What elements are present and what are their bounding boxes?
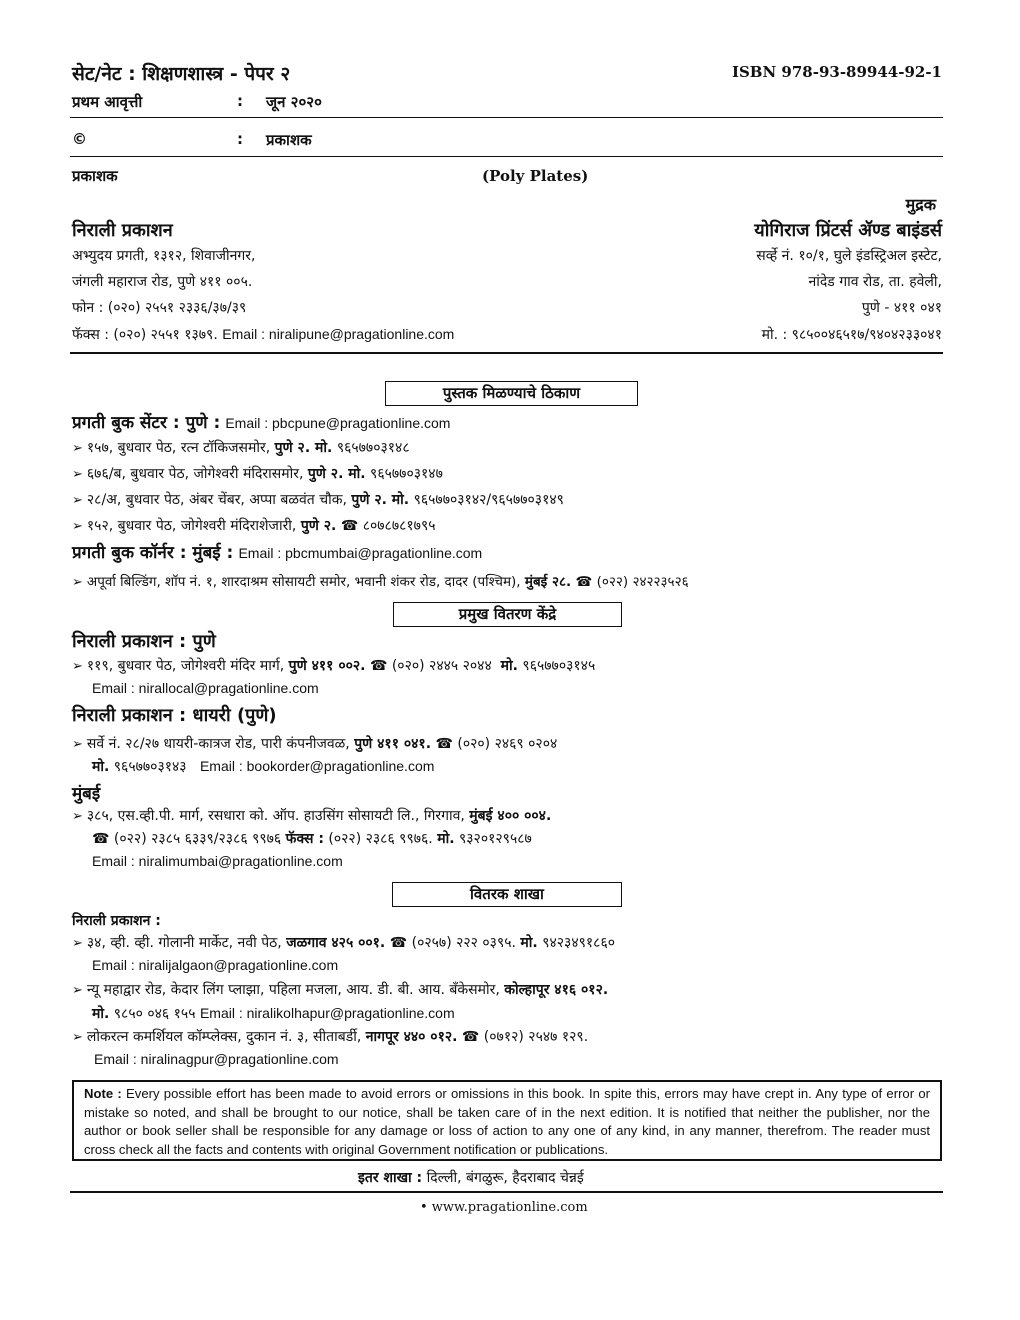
nirali-dhayari-contact: मो. ९६५७७०३१४३ Email : bookorder@pragationline.com (92, 758, 435, 775)
printer-city: पुणे - ४११ ०४१ (861, 300, 942, 316)
note-label: Note : (84, 1086, 122, 1101)
arrow-bullet-icon: ➢ (72, 737, 83, 752)
edition-value: जून २०२० (266, 93, 322, 111)
pbc-pune-email: Email : pbcpune@pragationline.com (225, 415, 451, 431)
disclaimer-note (72, 1080, 942, 1161)
printer-name: योगिराज प्रिंटर्स ॲण्ड बाइंडर्स (754, 220, 942, 241)
printer-address-2: नांदेड गाव रोड, ता. हवेली, (808, 274, 942, 290)
publisher-fax-line (72, 325, 454, 344)
copyright-divider (70, 156, 943, 157)
pbc-pune-item: ➢ ६७६/ब, बुधवार पेठ, जोगेश्वरी मंदिरासमोर, पुणे २. मो. ९६५७७०३१४७ (72, 466, 443, 482)
publisher-divider (70, 352, 943, 354)
nagpur-address: ➢ लोकरत्न कमर्शियल कॉम्प्लेक्स, दुकान नं. ३, सीताबर्डी, नागपूर ४४० ०१२. ☎ (०७१२) २५४७ १२९. (72, 1029, 589, 1045)
printer-mobile: मो. : ९८५००४६५१७/९४०४२३३०४१ (761, 327, 942, 343)
copyright-symbol: © (72, 130, 87, 148)
pbc-mumbai-address: ➢ अपूर्वा बिल्डिंग, शॉप नं. १, शारदाश्रम सोसायटी समोर, भवानी शंकर रोड, दादर (पश्चिम), मुंबई २८. ☎ (०२२) २४२२३५२६ (72, 574, 689, 590)
pbc-mumbai-heading: प्रगती बुक कॉर्नर : मुंबई : (72, 543, 234, 563)
note-text: Every possible effort has been made to avoid errors or omissions in this book. In spite this, errors may have crept in. Any type of error or mistake so noted, and shall be brought to our notice, shall be taken care of in the next edition. It is notified that neither the publisher, nor the author or book seller shall be responsible for any damage or loss of action to any one of any kind, in any manner, therefrom. The reader must cross check all the facts and contents with original Government notification or publications. (84, 1086, 930, 1157)
pbc-pune-item: ➢ २८/अ, बुधवार पेठ, अंबर चेंबर, अप्पा बळवंत चौक, पुणे २. मो. ९६५७७०३१४२/९६५७७०३१४९ (72, 492, 564, 508)
mumbai-email: Email : niralimumbai@pragationline.com (92, 853, 343, 869)
publisher-fax: फॅक्स : (०२०) २५५१ १३७९. (72, 327, 218, 343)
nagpur-email: Email : niralinagpur@pragationline.com (94, 1051, 339, 1067)
mumbai-contact: ☎ (०२२) २३८५ ६३३९/२३८६ ९९७६ फॅक्स : (०२२) २३८६ ९९७६. मो. ९३२०१२९५८७ (92, 831, 532, 847)
nirali-pune-email: Email : nirallocal@pragationline.com (92, 680, 319, 696)
kolhapur-contact: मो. ९८५० ०४६ १५५ Email : niralikolhapur@pragationline.com (92, 1005, 455, 1022)
nirali-pune-heading: निराली प्रकाशन : पुणे (72, 631, 216, 652)
distribution-title: प्रमुख वितरण केंद्रे (393, 602, 622, 627)
branches-heading: निराली प्रकाशन : (72, 913, 161, 929)
nirali-dhayari-heading: निराली प्रकाशन : धायरी (पुणे) (72, 705, 277, 726)
kolhapur-address: ➢ न्यू महाद्वार रोड, केदार लिंग प्लाझा, पहिला मजला, आय. डी. बी. आय. बँकेसमोर, कोल्हापूर ४१६ ०१२. (72, 982, 609, 998)
other-branches: इतर शाखा : दिल्ली, बंगळुरू, हैदराबाद चेन्नई (358, 1170, 584, 1186)
header-divider (70, 117, 943, 118)
jalgaon-email: Email : niralijalgaon@pragationline.com (92, 957, 339, 973)
publisher-address-1: अभ्युदय प्रगती, १३१२, शिवाजीनगर, (72, 248, 256, 264)
printer-address-1: सर्व्हे नं. १०/१, घुले इंडस्ट्रिअल इस्टेट, (756, 248, 942, 264)
edition-colon: : (237, 92, 243, 110)
footer-divider (70, 1191, 943, 1193)
publisher-phone: फोन : (०२०) २५५१ २३३६/३७/३९ (72, 300, 247, 316)
arrow-bullet-icon: ➢ (72, 659, 83, 674)
copyright-value: प्रकाशक (266, 131, 312, 149)
pbc-pune-heading: प्रगती बुक सेंटर : पुणे : (72, 413, 221, 433)
pbc-pune-heading-line (72, 410, 450, 433)
nirali-pune-address: ➢ ११९, बुधवार पेठ, जोगेश्वरी मंदिर मार्ग, पुणे ४११ ००२. ☎ (०२०) २४४५ २०४४ मो. ९६५७७०३१४५ (72, 658, 596, 674)
pbc-mumbai-heading-line (72, 540, 482, 563)
jalgaon-address: ➢ ३४, व्ही. व्ही. गोलानी मार्केट, नवी पेठ, जळगाव ४२५ ००१. ☎ (०२५७) २२२ ०३९५. मो. ९४२३४९१८६० (72, 935, 616, 951)
arrow-bullet-icon: ➢ (72, 467, 83, 482)
printer-label: मुद्रक (905, 195, 936, 214)
arrow-bullet-icon: ➢ (72, 519, 83, 534)
pbc-pune-item: ➢ १५२, बुधवार पेठ, जोगेश्वरी मंदिराशेजारी, पुणे २. ☎ ८०७८७८१७९५ (72, 518, 436, 534)
publisher-address-2: जंगली महाराज रोड, पुणे ४११ ००५. (72, 274, 253, 290)
arrow-bullet-icon: ➢ (72, 1030, 83, 1045)
isbn: ISBN 978-93-89944-92-1 (731, 63, 942, 81)
mumbai-address: ➢ ३८५, एस.व्ही.पी. मार्ग, रसधारा को. ऑप. हाउसिंग सोसायटी लि., गिरगाव, मुंबई ४०० ००४. (72, 808, 552, 824)
arrow-bullet-icon: ➢ (72, 493, 83, 508)
publisher-name: निराली प्रकाशन (72, 220, 173, 241)
publisher-email: Email : niralipune@pragationline.com (222, 326, 455, 342)
availability-title: पुस्तक मिळण्याचे ठिकाण (385, 381, 638, 406)
arrow-bullet-icon: ➢ (72, 936, 83, 951)
nirali-dhayari-address: ➢ सर्वे नं. २८/२७ धायरी-कात्रज रोड, पारी कंपनीजवळ, पुणे ४११ ०४१. ☎ (०२०) २४६९ ०२०४ (72, 736, 558, 752)
website: • www.pragationline.com (420, 1200, 588, 1215)
poly-plates: (Poly Plates) (482, 167, 589, 185)
arrow-bullet-icon: ➢ (72, 441, 83, 456)
publisher-label: प्रकाशक (72, 167, 118, 185)
arrow-bullet-icon: ➢ (72, 575, 83, 590)
pbc-pune-item: ➢ १५७, बुधवार पेठ, रत्न टॉकिजसमोर, पुणे २. मो. ९६५७७०३१४८ (72, 440, 410, 456)
copyright-colon: : (237, 130, 243, 148)
mumbai-heading: मुंबई (72, 784, 101, 804)
book-title: सेट/नेट : शिक्षणशास्त्र - पेपर २ (72, 63, 291, 85)
branch-title: वितरक शाखा (392, 882, 622, 907)
edition-label: प्रथम आवृत्ती (72, 93, 143, 111)
pbc-mumbai-email: Email : pbcmumbai@pragationline.com (238, 545, 483, 561)
arrow-bullet-icon: ➢ (72, 983, 83, 998)
arrow-bullet-icon: ➢ (72, 809, 83, 824)
